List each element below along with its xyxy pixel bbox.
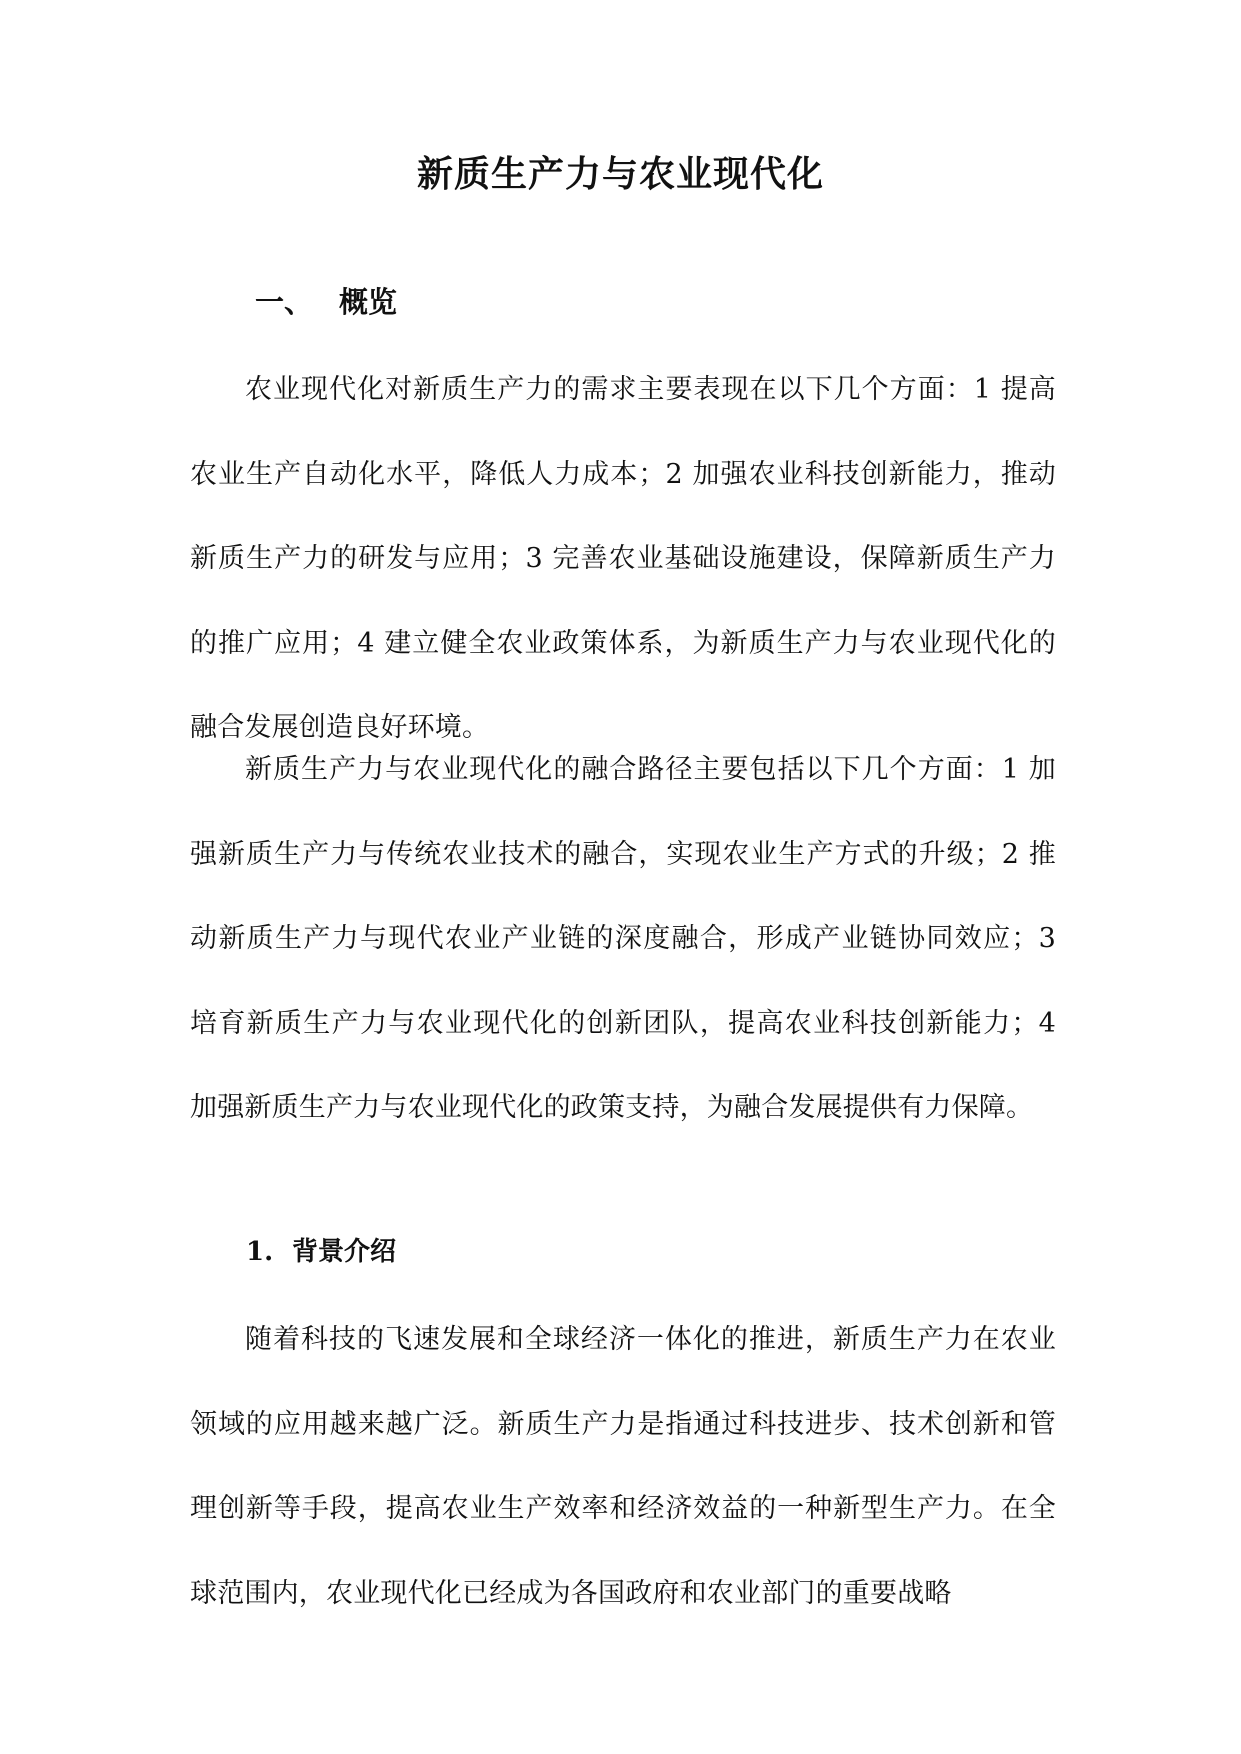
subsection-heading-background [246,1232,396,1272]
section-heading-overview [255,282,397,322]
section-number: 一、 [255,285,314,319]
document-title: 新质生产力与农业现代化 [416,153,824,195]
overview-paragraph-integration: 新质生产力与农业现代化的融合路径主要包括以下几个方面：1 加强新质生产力与传统农业技术的融合，实现农业生产方式的升级；2 推动新质生产力与现代农业产业链的深度融合，形成产业链协同效应；3 培育新质生产力与农业现代化的创新团队，提高农业科技创新能力；4 加强新质生产力与农业现代化的政策支持，为融合发展提供有力保障。 [190,754,1056,1124]
subsection-number: 1. [246,1237,274,1267]
section-title: 概览 [339,285,398,319]
overview-paragraph-demand: 农业现代化对新质生产力的需求主要表现在以下几个方面：1 提高农业生产自动化水平，降低人力成本；2 加强农业科技创新能力，推动新质生产力的研发与应用；3 完善农业基础设施建设，保障新质生产力的推广应用；4 建立健全农业政策体系，为新质生产力与农业现代化的融合发展创造良好环境。 [190,374,1056,744]
background-paragraph: 随着科技的飞速发展和全球经济一体化的推进，新质生产力在农业领域的应用越来越广泛。新质生产力是指通过科技进步、技术创新和管理创新等手段，提高农业生产效率和经济效益的一种新型生产力。在全球范围内，农业现代化已经成为各国政府和农业部门的重要战略 [190,1324,1056,1609]
subsection-title: 背景介绍 [292,1237,397,1267]
